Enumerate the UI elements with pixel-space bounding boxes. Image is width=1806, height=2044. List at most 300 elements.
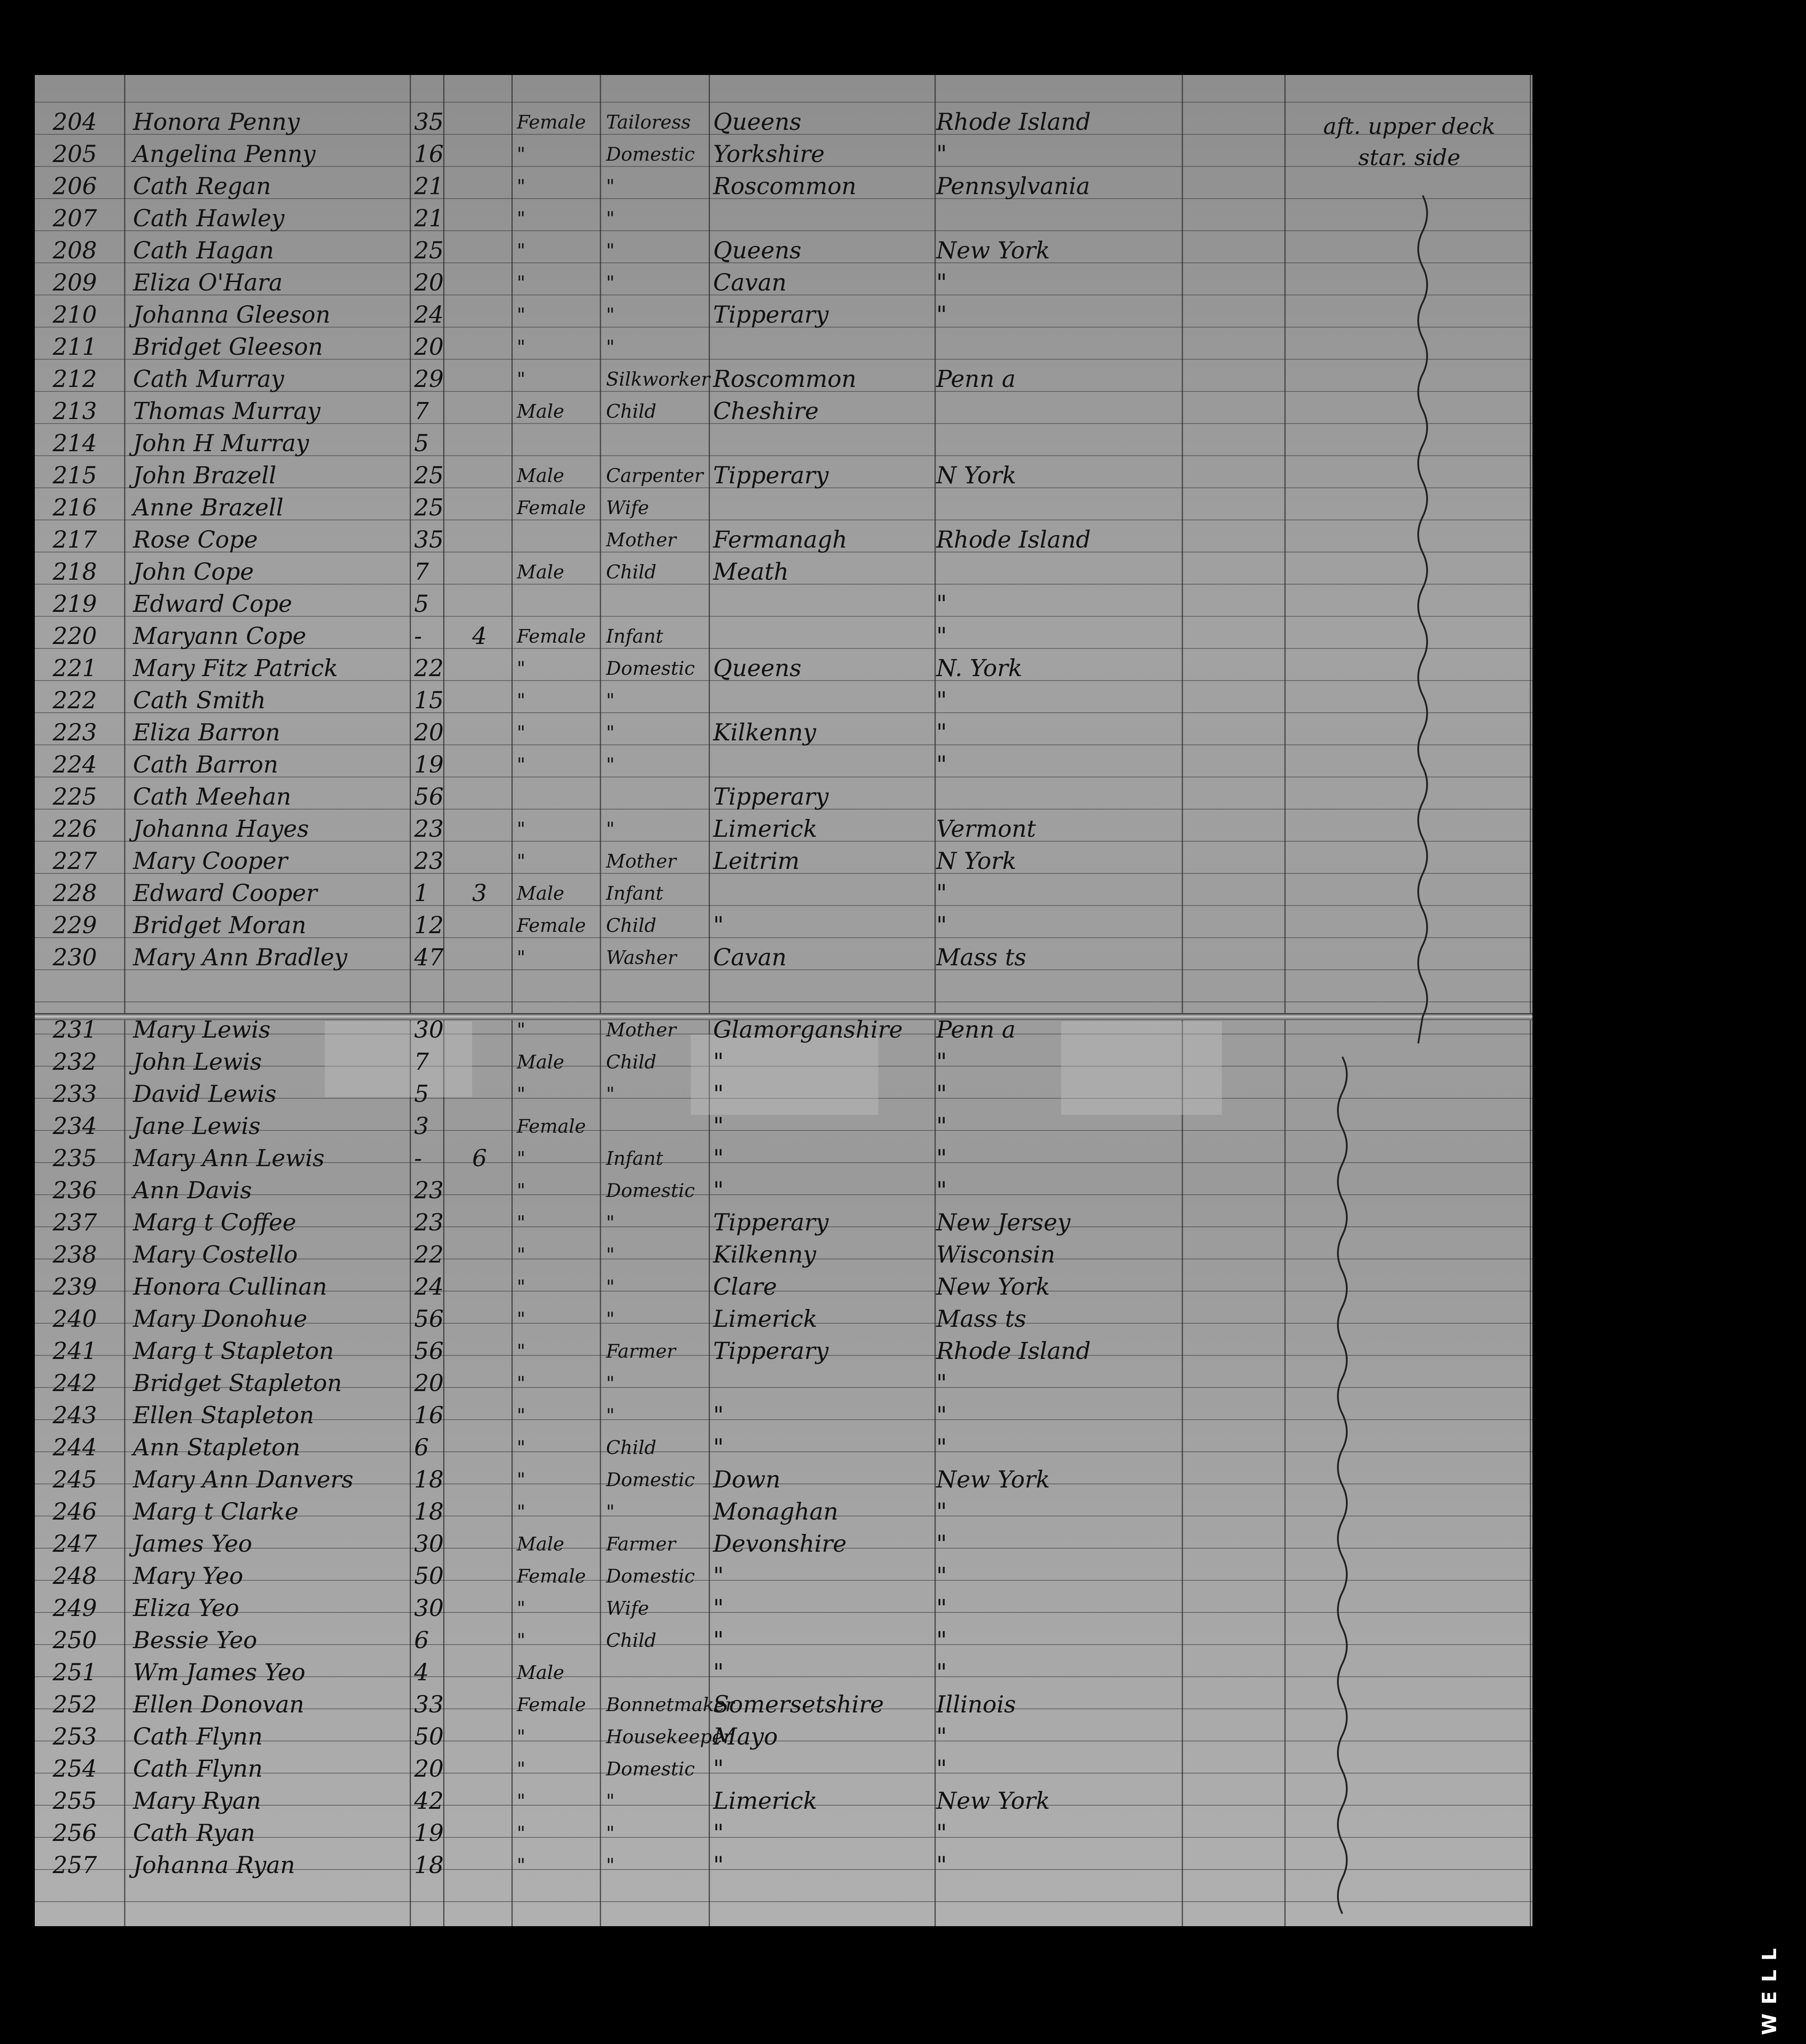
cell-occupation: " [606, 1501, 615, 1523]
cell-name: Mary Donohue [133, 1306, 307, 1333]
table-row [35, 1432, 1532, 1464]
table-row [35, 652, 1532, 685]
cell-sex: " [517, 1726, 526, 1748]
cell-name: Cath Barron [133, 752, 278, 778]
cell-to: Mass ts [936, 944, 1026, 971]
cell-occupation: " [606, 818, 615, 840]
cell-sex: Female [517, 497, 586, 519]
table-row [35, 1464, 1532, 1496]
table-row [35, 1721, 1532, 1753]
table-row [35, 1014, 1532, 1046]
cell-name: Cath Ryan [133, 1820, 255, 1847]
manifest-page [35, 75, 1532, 1926]
cell-occupation: Domestic [606, 143, 695, 165]
cell-occupation: Mother [606, 850, 677, 872]
table-row [35, 813, 1532, 845]
cell-occupation: " [606, 722, 615, 744]
cell-num: 214 [53, 430, 97, 457]
cell-sex: " [517, 1308, 526, 1330]
cell-sex: " [517, 1212, 526, 1234]
cell-name: James Yeo [133, 1531, 253, 1558]
cell-age: 15 [414, 687, 444, 714]
cell-from: Cavan [713, 270, 787, 296]
cell-sex: " [517, 1854, 526, 1876]
cell-occupation: Child [606, 914, 656, 936]
cell-to: Rhode Island [936, 527, 1091, 553]
cell-age: 23 [414, 1177, 444, 1204]
cell-name: Honora Cullinan [133, 1274, 327, 1300]
cell-num: 218 [53, 559, 97, 586]
cell-occupation: " [606, 175, 615, 197]
cell-to: " [936, 1113, 947, 1140]
cell-from: " [713, 1627, 724, 1654]
cell-to: New York [936, 1274, 1050, 1300]
cell-sex: Female [517, 625, 586, 647]
cell-from: " [713, 1563, 724, 1590]
cell-name: Cath Hagan [133, 237, 274, 264]
cell-name: Mary Ann Danvers [133, 1467, 353, 1493]
cell-from: " [713, 1595, 724, 1622]
cell-sex: " [517, 272, 526, 294]
cell-sex: Female [517, 914, 586, 936]
cell-num: 216 [53, 494, 97, 521]
cell-sex: " [517, 850, 526, 872]
cell-occupation: " [606, 1404, 615, 1426]
cell-occupation: Wife [606, 1597, 649, 1619]
cell-sex: Female [517, 1565, 586, 1587]
cell-num: 233 [53, 1081, 97, 1108]
ruled-line [35, 1001, 1532, 1002]
cell-age: 47 [414, 944, 444, 971]
cell-from: Devonshire [713, 1531, 847, 1558]
cell-age: 18 [414, 1467, 444, 1493]
cell-age: 24 [414, 1274, 444, 1300]
table-row [35, 845, 1532, 877]
table-row [35, 1239, 1532, 1271]
cell-to: " [936, 912, 947, 939]
table-row [35, 1207, 1532, 1239]
cell-to: Wisconsin [936, 1242, 1055, 1268]
cell-num: 215 [53, 462, 97, 489]
cell-to: " [936, 1724, 947, 1750]
cell-name: Mary Lewis [133, 1017, 271, 1043]
cell-sex: Female [517, 1694, 586, 1716]
cell-to: Penn a [936, 1017, 1016, 1043]
cell-sex: " [517, 1790, 526, 1812]
cell-occupation: Domestic [606, 1758, 695, 1780]
cell-occupation: " [606, 1372, 615, 1394]
cell-from: Monaghan [713, 1499, 839, 1525]
cell-occupation: " [606, 1083, 615, 1105]
cell-name: Bridget Moran [133, 912, 307, 939]
cell-age: 5 [414, 591, 429, 618]
cell-from: Tipperary [713, 302, 829, 328]
table-row [35, 1753, 1532, 1785]
cell-age: 30 [414, 1595, 444, 1622]
table-row [35, 749, 1532, 781]
cell-occupation: " [606, 336, 615, 358]
cell-occupation: " [606, 240, 615, 262]
table-row [35, 235, 1532, 267]
cell-months: 4 [472, 623, 487, 650]
cell-sex: " [517, 1147, 526, 1169]
cell-age: 30 [414, 1531, 444, 1558]
cell-num: 206 [53, 173, 97, 200]
cell-num: 250 [53, 1627, 97, 1654]
cell-occupation: " [606, 1244, 615, 1266]
cell-from: " [713, 1145, 724, 1172]
cell-to: " [936, 1659, 947, 1686]
table-row [35, 428, 1532, 460]
cell-occupation: " [606, 754, 615, 776]
cell-sex: " [517, 143, 526, 165]
cell-age: 22 [414, 1242, 444, 1268]
cell-occupation: " [606, 1308, 615, 1330]
cell-occupation: Infant [606, 625, 664, 647]
table-row [35, 106, 1532, 138]
cell-occupation: Child [606, 400, 656, 422]
cell-from: " [713, 1820, 724, 1847]
cell-sex: Male [517, 1533, 565, 1555]
cell-name: Ellen Donovan [133, 1691, 304, 1718]
cell-to: " [936, 1402, 947, 1429]
cell-sex: Male [517, 465, 565, 486]
cell-name: Cath Hawley [133, 205, 285, 232]
cell-num: 254 [53, 1756, 97, 1782]
cell-num: 220 [53, 623, 97, 650]
cell-occupation: Carpenter [606, 465, 703, 486]
cell-sex: " [517, 208, 526, 229]
cell-age: 56 [414, 1338, 444, 1365]
cell-age: 18 [414, 1852, 444, 1879]
cell-sex: Male [517, 882, 565, 904]
cell-name: Cath Murray [133, 366, 284, 393]
cell-age: - [414, 623, 422, 650]
cell-num: 229 [53, 912, 97, 939]
cell-num: 223 [53, 719, 97, 746]
cell-to: " [936, 719, 947, 746]
cell-sex: " [517, 1629, 526, 1651]
cell-sex: " [517, 722, 526, 744]
cell-num: 219 [53, 591, 97, 618]
cell-from: Cheshire [713, 398, 819, 425]
cell-name: Thomas Murray [133, 398, 320, 425]
cell-name: Marg t Stapleton [133, 1338, 334, 1365]
cell-num: 213 [53, 398, 97, 425]
table-row [35, 1400, 1532, 1432]
cell-num: 204 [53, 109, 97, 136]
table-row [35, 1560, 1532, 1592]
cell-occupation: Farmer [606, 1533, 676, 1555]
table-row [35, 1528, 1532, 1560]
cell-num: 255 [53, 1788, 97, 1815]
cell-occupation: Bonnetmaker [606, 1694, 735, 1716]
cell-sex: Male [517, 1051, 565, 1073]
cell-age: 56 [414, 784, 444, 810]
cell-sex: " [517, 1083, 526, 1105]
cell-age: 50 [414, 1563, 444, 1590]
cell-to: " [936, 1370, 947, 1397]
cell-from: Down [713, 1467, 781, 1493]
table-row [35, 331, 1532, 363]
cell-to: " [936, 1145, 947, 1172]
table-row [35, 1785, 1532, 1817]
cell-from: " [713, 1177, 724, 1204]
cell-name: Marg t Clarke [133, 1499, 299, 1525]
cell-occupation: Mother [606, 529, 677, 551]
cell-sex: " [517, 1276, 526, 1298]
table-row [35, 588, 1532, 620]
cell-to: N York [936, 462, 1017, 489]
cell-age: 4 [414, 1659, 429, 1686]
cell-to: New York [936, 1467, 1050, 1493]
cell-from: Tipperary [713, 462, 829, 489]
table-row [35, 877, 1532, 910]
cell-age: 25 [414, 494, 444, 521]
cell-from: Tipperary [713, 1338, 829, 1365]
cell-from: " [713, 1402, 724, 1429]
cell-from: Queens [713, 237, 801, 264]
cell-to: N. York [936, 655, 1022, 682]
cell-sex: Female [517, 111, 586, 133]
cell-to: " [936, 1177, 947, 1204]
cell-num: 256 [53, 1820, 97, 1847]
cell-occupation: Housekeeper [606, 1726, 732, 1748]
cell-to: " [936, 687, 947, 714]
film-side-mark: WELL [1758, 1939, 1781, 2035]
cell-from: Limerick [713, 1306, 818, 1333]
cell-name: Rose Cope [133, 527, 258, 553]
cell-age: 33 [414, 1691, 444, 1718]
cell-age: 25 [414, 462, 444, 489]
cell-num: 240 [53, 1306, 97, 1333]
table-row [35, 1142, 1532, 1175]
cell-from: Roscommon [713, 173, 856, 200]
cell-sex: " [517, 947, 526, 968]
cell-from: " [713, 1756, 724, 1782]
cell-to: " [936, 1434, 947, 1461]
cell-occupation: Farmer [606, 1340, 676, 1362]
cell-sex: Male [517, 400, 565, 422]
cell-to: N York [936, 848, 1017, 875]
cell-from: Leitrim [713, 848, 800, 875]
cell-occupation: Infant [606, 882, 664, 904]
cell-age: 20 [414, 719, 444, 746]
cell-name: Anne Brazell [133, 494, 284, 521]
cell-sex: " [517, 1597, 526, 1619]
cell-occupation: " [606, 1854, 615, 1876]
cell-age: 1 [414, 880, 429, 907]
cell-age: 5 [414, 430, 429, 457]
cell-sex: " [517, 1340, 526, 1362]
cell-from: " [713, 1852, 724, 1879]
cell-from: Fermanagh [713, 527, 847, 553]
table-row [35, 1046, 1532, 1078]
cell-num: 205 [53, 141, 97, 168]
cell-name: Eliza Barron [133, 719, 280, 746]
cell-sex: " [517, 1758, 526, 1780]
table-row [35, 1271, 1532, 1303]
cell-name: Ann Davis [133, 1177, 252, 1204]
cell-occupation: " [606, 1276, 615, 1298]
cell-name: John H Murray [133, 430, 309, 457]
cell-name: John Lewis [133, 1049, 262, 1076]
cell-from: Clare [713, 1274, 777, 1300]
cell-to: " [936, 1563, 947, 1590]
table-row [35, 363, 1532, 395]
cell-sex: " [517, 336, 526, 358]
ruled-line [35, 1901, 1532, 1902]
cell-num: 230 [53, 944, 97, 971]
cell-occupation: " [606, 1790, 615, 1812]
cell-age: 23 [414, 816, 444, 843]
cell-name: Mary Cooper [133, 848, 288, 875]
cell-occupation: Child [606, 1629, 656, 1651]
cell-age: 20 [414, 1756, 444, 1782]
cell-age: 6 [414, 1627, 429, 1654]
cell-age: 50 [414, 1724, 444, 1750]
table-row [35, 1689, 1532, 1721]
table-row [35, 524, 1532, 556]
table-row [35, 1078, 1532, 1110]
cell-age: 7 [414, 559, 429, 586]
cell-occupation: " [606, 1822, 615, 1844]
table-row [35, 717, 1532, 749]
cell-name: Maryann Cope [133, 623, 307, 650]
cell-age: 30 [414, 1017, 444, 1043]
cell-name: Mary Ann Lewis [133, 1145, 325, 1172]
cell-sex: " [517, 1437, 526, 1458]
cell-age: 23 [414, 848, 444, 875]
cell-num: 246 [53, 1499, 97, 1525]
cell-from: Glamorganshire [713, 1017, 903, 1043]
cell-to: " [936, 1595, 947, 1622]
table-row [35, 620, 1532, 652]
table-row [35, 1592, 1532, 1624]
cell-num: 238 [53, 1242, 97, 1268]
cell-num: 248 [53, 1563, 97, 1590]
cell-name: Ellen Stapleton [133, 1402, 314, 1429]
cell-num: 249 [53, 1595, 97, 1622]
cell-from: Mayo [713, 1724, 778, 1750]
cell-from: Yorkshire [713, 141, 825, 168]
cell-num: 252 [53, 1691, 97, 1718]
cell-months: 6 [472, 1145, 487, 1172]
cell-name: John Brazell [133, 462, 277, 489]
cell-to: " [936, 1756, 947, 1782]
cell-num: 209 [53, 270, 97, 296]
cell-occupation: Tailoress [606, 111, 691, 133]
margin-note-line-1: aft. upper deck [1323, 113, 1495, 139]
cell-age: 21 [414, 173, 444, 200]
cell-age: 12 [414, 912, 444, 939]
cell-name: Cath Flynn [133, 1756, 263, 1782]
table-row [35, 781, 1532, 813]
cell-from: Somersetshire [713, 1691, 884, 1718]
cell-to: " [936, 1820, 947, 1847]
cell-occupation: " [606, 1212, 615, 1234]
cell-age: 6 [414, 1434, 429, 1461]
cell-num: 211 [53, 334, 97, 361]
cell-name: David Lewis [133, 1081, 277, 1108]
cell-name: Ann Stapleton [133, 1434, 300, 1461]
cell-occupation: Silkworker [606, 368, 710, 390]
cell-age: 25 [414, 237, 444, 264]
cell-from: Limerick [713, 1788, 818, 1815]
cell-age: 20 [414, 334, 444, 361]
cell-num: 212 [53, 366, 97, 393]
cell-months: 3 [472, 880, 487, 907]
cell-name: Bridget Gleeson [133, 334, 323, 361]
cell-name: Mary Ryan [133, 1788, 262, 1815]
cell-num: 226 [53, 816, 97, 843]
cell-num: 221 [53, 655, 97, 682]
cell-num: 232 [53, 1049, 97, 1076]
cell-age: 22 [414, 655, 444, 682]
cell-name: Mary Ann Bradley [133, 944, 348, 971]
cell-occupation: Child [606, 561, 656, 583]
cell-name: Cath Meehan [133, 784, 291, 810]
cell-occupation: Mother [606, 1019, 677, 1041]
cell-name: Mary Fitz Patrick [133, 655, 338, 682]
table-row [35, 1303, 1532, 1335]
cell-num: 231 [53, 1017, 97, 1043]
cell-to: Rhode Island [936, 109, 1091, 136]
cell-to: " [936, 1081, 947, 1108]
cell-to: New York [936, 237, 1050, 264]
cell-age: 16 [414, 1402, 444, 1429]
cell-name: Marg t Coffee [133, 1209, 296, 1236]
cell-num: 234 [53, 1113, 97, 1140]
cell-name: Jane Lewis [133, 1113, 261, 1140]
cell-occupation: " [606, 690, 615, 711]
cell-sex: Male [517, 1662, 565, 1683]
cell-to: Rhode Island [936, 1338, 1091, 1365]
table-row [35, 1624, 1532, 1657]
cell-occupation: Domestic [606, 1180, 695, 1201]
table-row [35, 299, 1532, 331]
table-row [35, 395, 1532, 428]
cell-name: Johanna Gleeson [133, 302, 331, 328]
cell-occupation: Domestic [606, 1565, 695, 1587]
cell-from: Limerick [713, 816, 818, 843]
cell-from: " [713, 912, 724, 939]
cell-sex: " [517, 1244, 526, 1266]
cell-to: " [936, 591, 947, 618]
cell-age: 7 [414, 1049, 429, 1076]
table-row [35, 1110, 1532, 1142]
table-row [35, 1817, 1532, 1849]
cell-age: 19 [414, 1820, 444, 1847]
cell-from: " [713, 1659, 724, 1686]
cell-sex: " [517, 1501, 526, 1523]
cell-occupation: Domestic [606, 657, 695, 679]
cell-occupation: Child [606, 1437, 656, 1458]
cell-to: " [936, 880, 947, 907]
cell-from: Tipperary [713, 1209, 829, 1236]
cell-age: 7 [414, 398, 429, 425]
cell-occupation: " [606, 304, 615, 326]
cell-sex: " [517, 690, 526, 711]
table-row [35, 1367, 1532, 1400]
cell-occupation: Washer [606, 947, 677, 968]
cell-num: 222 [53, 687, 97, 714]
cell-num: 224 [53, 752, 97, 778]
cell-sex: Male [517, 561, 565, 583]
cell-to: Vermont [936, 816, 1036, 843]
cell-from: " [713, 1081, 724, 1108]
cell-from: " [713, 1049, 724, 1076]
